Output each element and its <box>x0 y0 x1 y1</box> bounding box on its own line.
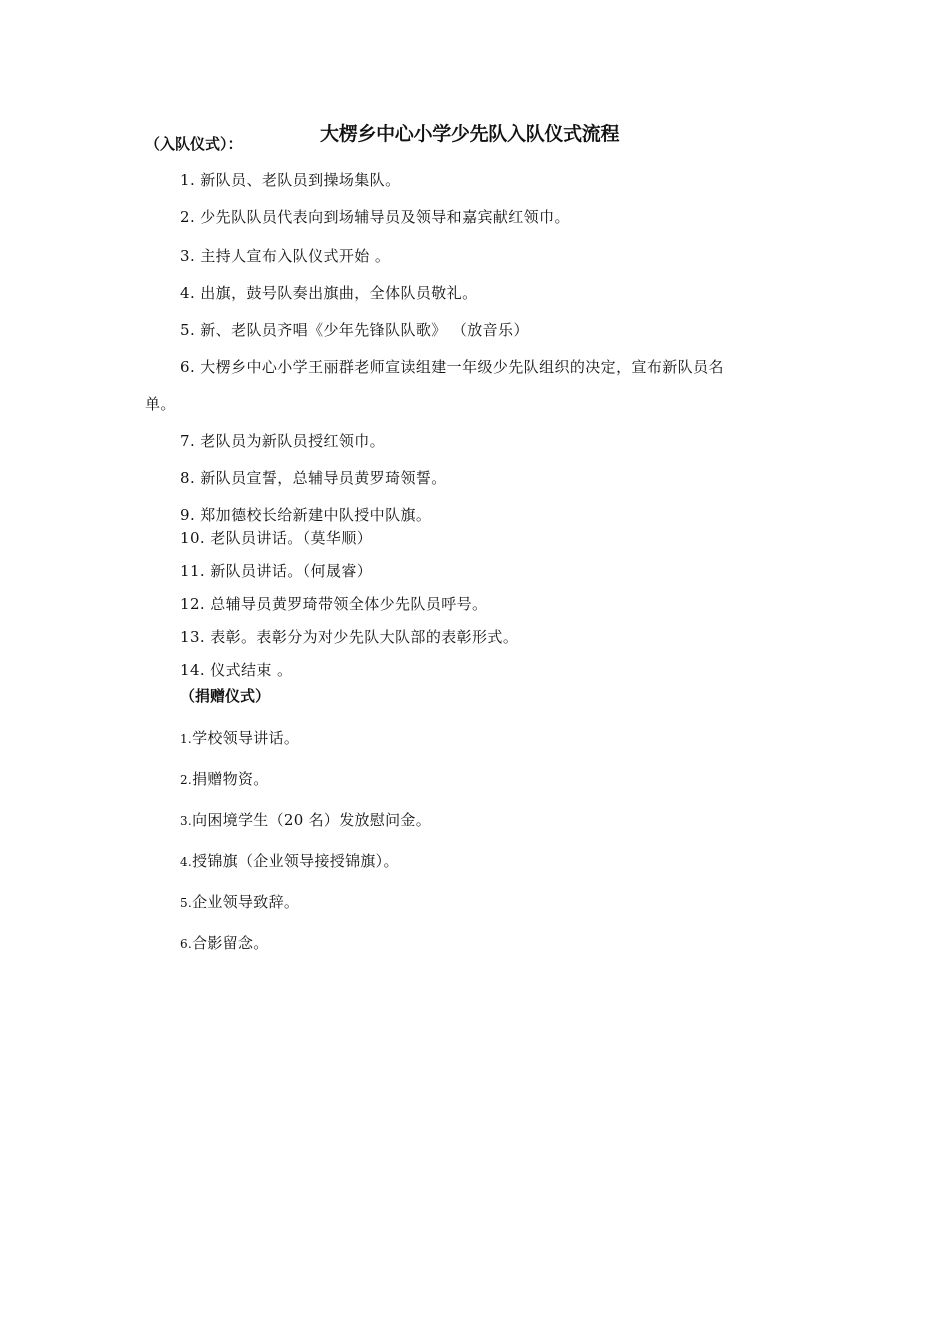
donation-step-text: 授锦旗（企业领导接授锦旗）。 <box>192 852 399 870</box>
enrollment-step-10: 10. 老队员讲话。（莫华顺） <box>180 529 373 547</box>
donation-step-number: 3. <box>180 814 193 828</box>
donation-step-text: 企业领导致辞。 <box>192 893 300 911</box>
enrollment-step-13: 13. 表彰。表彰分为对少先队大队部的表彰形式。 <box>180 628 519 646</box>
enrollment-step-3: 3. 主持人宣布入队仪式开始 。 <box>180 247 391 265</box>
donation-step-number: 6. <box>180 937 193 951</box>
donation-step-number: 5. <box>180 896 193 910</box>
enrollment-step-6-continued: 单。 <box>145 395 176 413</box>
donation-step-number: 2. <box>180 773 193 787</box>
enrollment-step-2: 2. 少先队队员代表向到场辅导员及领导和嘉宾献红领巾。 <box>180 208 570 226</box>
page-title: 大楞乡中心小学少先队入队仪式流程 <box>320 123 620 145</box>
donation-step-text: 向困境学生（20 名）发放慰问金。 <box>192 811 432 829</box>
enrollment-step-11: 11. 新队员讲话。（何晟睿） <box>180 562 373 580</box>
donation-step-5 <box>180 891 299 912</box>
enrollment-step-8: 8. 新队员宣誓，总辅导员黄罗琦领誓。 <box>180 469 447 487</box>
enrollment-step-5: 5. 新、老队员齐唱《少年先锋队队歌》 （放音乐） <box>180 321 529 339</box>
enrollment-step-12: 12. 总辅导员黄罗琦带领全体少先队员呼号。 <box>180 595 488 613</box>
donation-step-number: 4. <box>180 855 193 869</box>
enrollment-step-9: 9. 郑加德校长给新建中队授中队旗。 <box>180 506 432 524</box>
donation-step-text: 合影留念。 <box>192 934 269 952</box>
donation-step-text: 学校领导讲话。 <box>192 729 300 747</box>
enrollment-step-6: 6. 大楞乡中心小学王丽群老师宣读组建一年级少先队组织的决定，宣布新队员名 <box>180 358 724 376</box>
enrollment-step-14: 14. 仪式结束 。 <box>180 661 293 679</box>
donation-step-4 <box>180 850 399 871</box>
donation-step-6 <box>180 932 269 953</box>
donation-step-1 <box>180 727 299 748</box>
enrollment-step-7: 7. 老队员为新队员授红领巾。 <box>180 432 386 450</box>
donation-step-number: 1. <box>180 732 193 746</box>
section-heading-enrollment: （入队仪式）： <box>145 135 243 153</box>
enrollment-step-4: 4. 出旗，鼓号队奏出旗曲，全体队员敬礼。 <box>180 284 478 302</box>
section-heading-donation: （捐赠仪式） <box>180 687 271 705</box>
donation-step-3 <box>180 809 431 830</box>
donation-step-2 <box>180 768 269 789</box>
donation-step-text: 捐赠物资。 <box>192 770 269 788</box>
enrollment-step-1: 1. 新队员、老队员到操场集队。 <box>180 171 401 189</box>
